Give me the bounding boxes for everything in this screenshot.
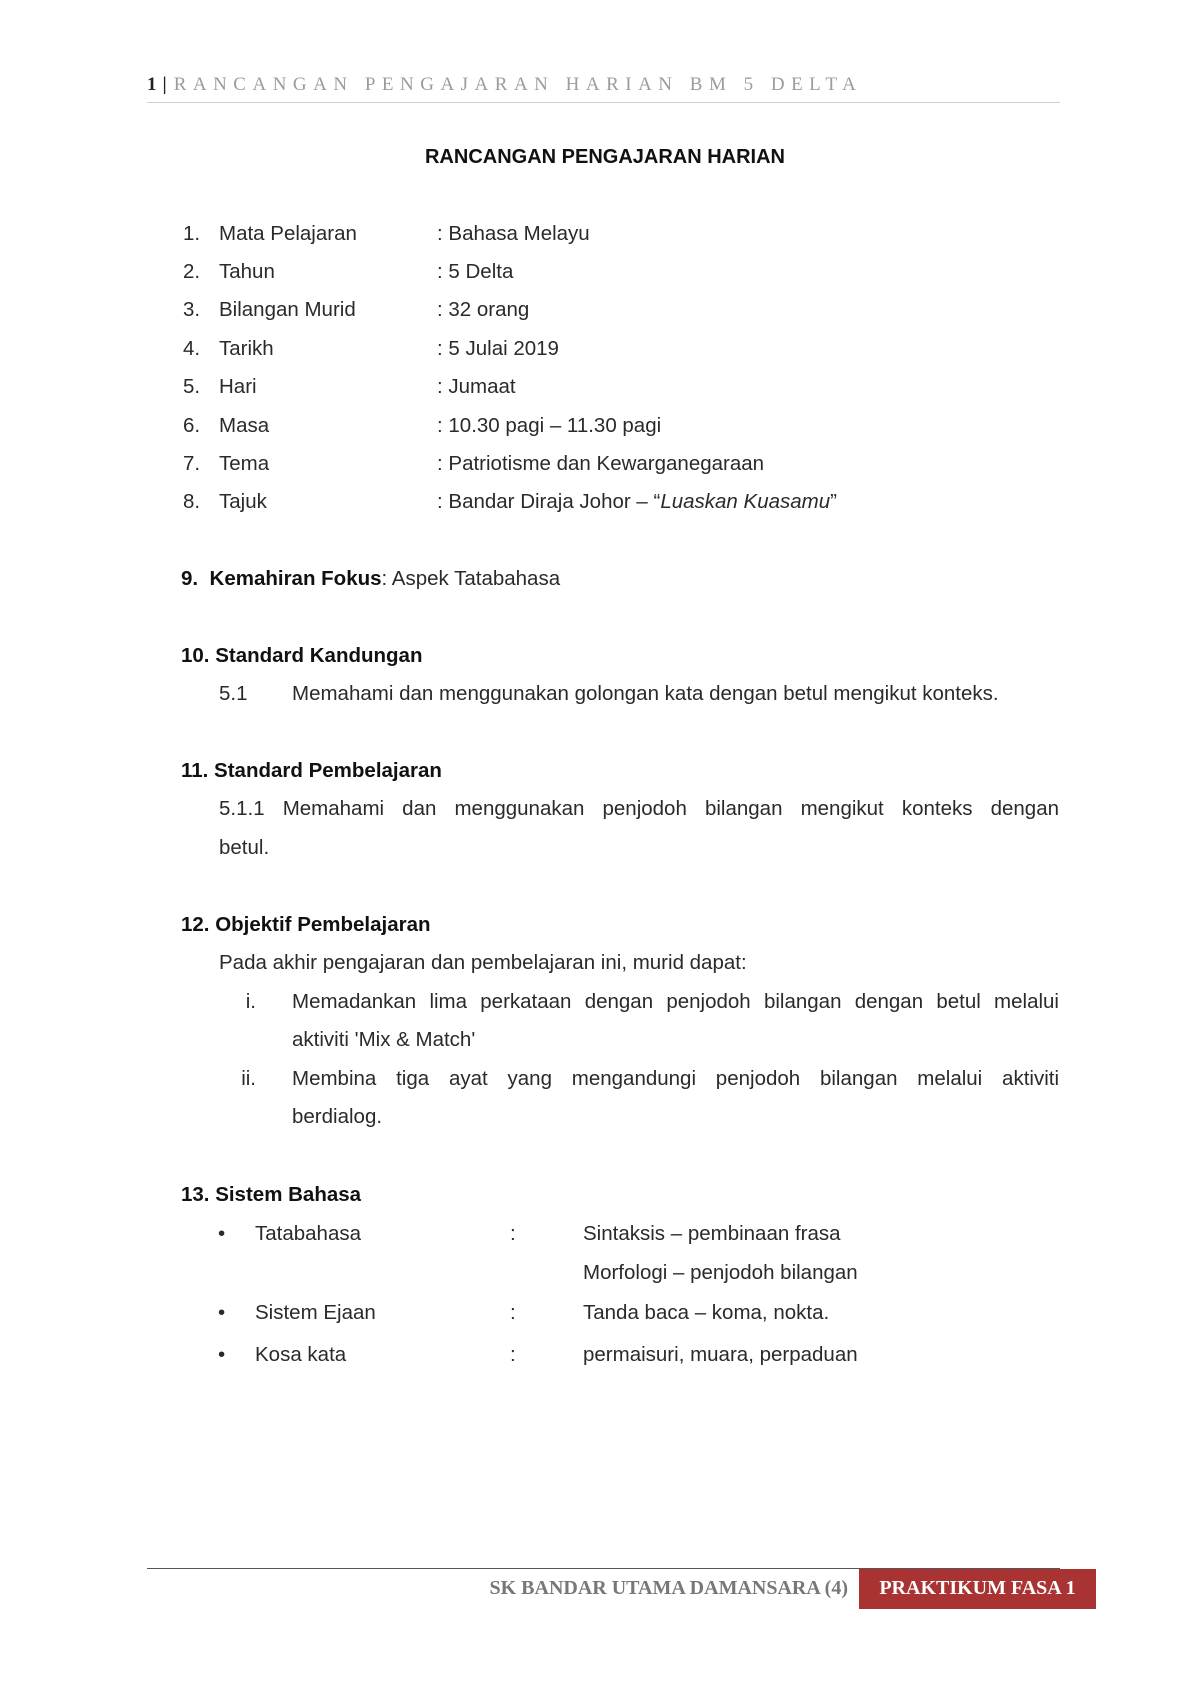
info-label: Mata Pelajaran <box>219 222 357 245</box>
sistem-bahasa-label: Kosa kata <box>255 1343 347 1366</box>
kemahiran-fokus <box>181 567 560 591</box>
info-number: 8. <box>183 490 201 513</box>
info-label: Bilangan Murid <box>219 298 356 321</box>
info-value: : Patriotisme dan Kewarganegaraan <box>437 452 765 475</box>
sistem-bahasa-label: Tatabahasa <box>255 1222 362 1245</box>
kemahiran-label: Kemahiran Fokus <box>209 567 382 590</box>
standard-pembelajaran-line2: betul. <box>219 836 270 859</box>
objektif-marker: i. <box>245 990 256 1013</box>
info-label: Tema <box>219 452 270 475</box>
kemahiran-value: : Aspek Tatabahasa <box>381 567 561 590</box>
objektif-heading: 12. Objektif Pembelajaran <box>181 913 431 936</box>
page-header <box>147 74 862 96</box>
standard-kandungan-text: Memahami dan menggunakan golongan kata dengan betul mengikut konteks. <box>292 682 999 705</box>
page-number: 1 <box>147 74 157 95</box>
objektif-item-line2: aktiviti 'Mix & Match' <box>292 1028 476 1051</box>
info-label: Tahun <box>219 260 275 283</box>
standard-pembelajaran-heading: 11. Standard Pembelajaran <box>181 759 442 782</box>
sistem-bahasa-value: Tanda baca – koma, nokta. <box>583 1301 830 1324</box>
footer-school: SK BANDAR UTAMA DAMANSARA (4) <box>489 1577 848 1599</box>
header-title: RANCANGAN PENGAJARAN HARIAN BM 5 DELTA <box>173 74 863 95</box>
bullet: • <box>218 1343 226 1366</box>
standard-kandungan-code: 5.1 <box>219 682 248 705</box>
info-value: : 10.30 pagi – 11.30 pagi <box>437 414 662 437</box>
kemahiran-number: 9. <box>181 567 199 590</box>
bullet: • <box>218 1222 226 1245</box>
info-number: 1. <box>183 222 201 245</box>
standard-kandungan-heading: 10. Standard Kandungan <box>181 644 423 667</box>
info-number: 3. <box>183 298 201 321</box>
header-divider <box>147 102 1060 103</box>
info-value: : 32 orang <box>437 298 530 321</box>
document-title: RANCANGAN PENGAJARAN HARIAN <box>424 146 785 168</box>
bullet: • <box>218 1301 226 1324</box>
sistem-bahasa-label: Sistem Ejaan <box>255 1301 376 1324</box>
info-value: : Bandar Diraja Johor – “Luaskan Kuasamu” <box>437 490 837 513</box>
info-number: 4. <box>183 337 201 360</box>
info-number: 7. <box>183 452 201 475</box>
sistem-bahasa-colon: : <box>510 1222 516 1245</box>
sistem-bahasa-value: Sintaksis – pembinaan frasa <box>583 1222 841 1245</box>
sistem-bahasa-colon: : <box>510 1301 516 1324</box>
sistem-bahasa-value: Morfologi – penjodoh bilangan <box>583 1261 858 1284</box>
info-number: 2. <box>183 260 201 283</box>
info-number: 5. <box>183 375 201 398</box>
info-value: : 5 Delta <box>437 260 514 283</box>
objektif-item-line2: berdialog. <box>292 1105 383 1128</box>
sistem-bahasa-heading: 13. Sistem Bahasa <box>181 1183 362 1206</box>
info-value: : Bahasa Melayu <box>437 222 590 245</box>
info-value: : 5 Julai 2019 <box>437 337 559 360</box>
objektif-marker: ii. <box>241 1067 256 1090</box>
info-value: : Jumaat <box>437 375 516 398</box>
objektif-item-line1: Memadankan lima perkataan dengan penjodoh bilangan dengan betul melalui <box>292 990 1059 1013</box>
info-label: Tarikh <box>219 337 274 360</box>
sistem-bahasa-colon: : <box>510 1343 516 1366</box>
standard-pembelajaran-line1: 5.1.1 Memahami dan menggunakan penjodoh bilangan mengikut konteks dengan <box>219 797 1059 820</box>
sistem-bahasa-value: permaisuri, muara, perpaduan <box>583 1343 858 1366</box>
info-label: Masa <box>219 414 270 437</box>
objektif-intro: Pada akhir pengajaran dan pembelajaran ini, murid dapat: <box>219 951 747 974</box>
info-label: Tajuk <box>219 490 267 513</box>
info-number: 6. <box>183 414 201 437</box>
footer-badge: PRAKTIKUM FASA 1 <box>879 1577 1076 1599</box>
info-label: Hari <box>219 375 257 398</box>
tajuk-italic: Luaskan Kuasamu <box>660 490 831 513</box>
objektif-item-line1: Membina tiga ayat yang mengandungi penjodoh bilangan melalui aktiviti <box>292 1067 1059 1090</box>
header-separator: | <box>162 74 167 95</box>
